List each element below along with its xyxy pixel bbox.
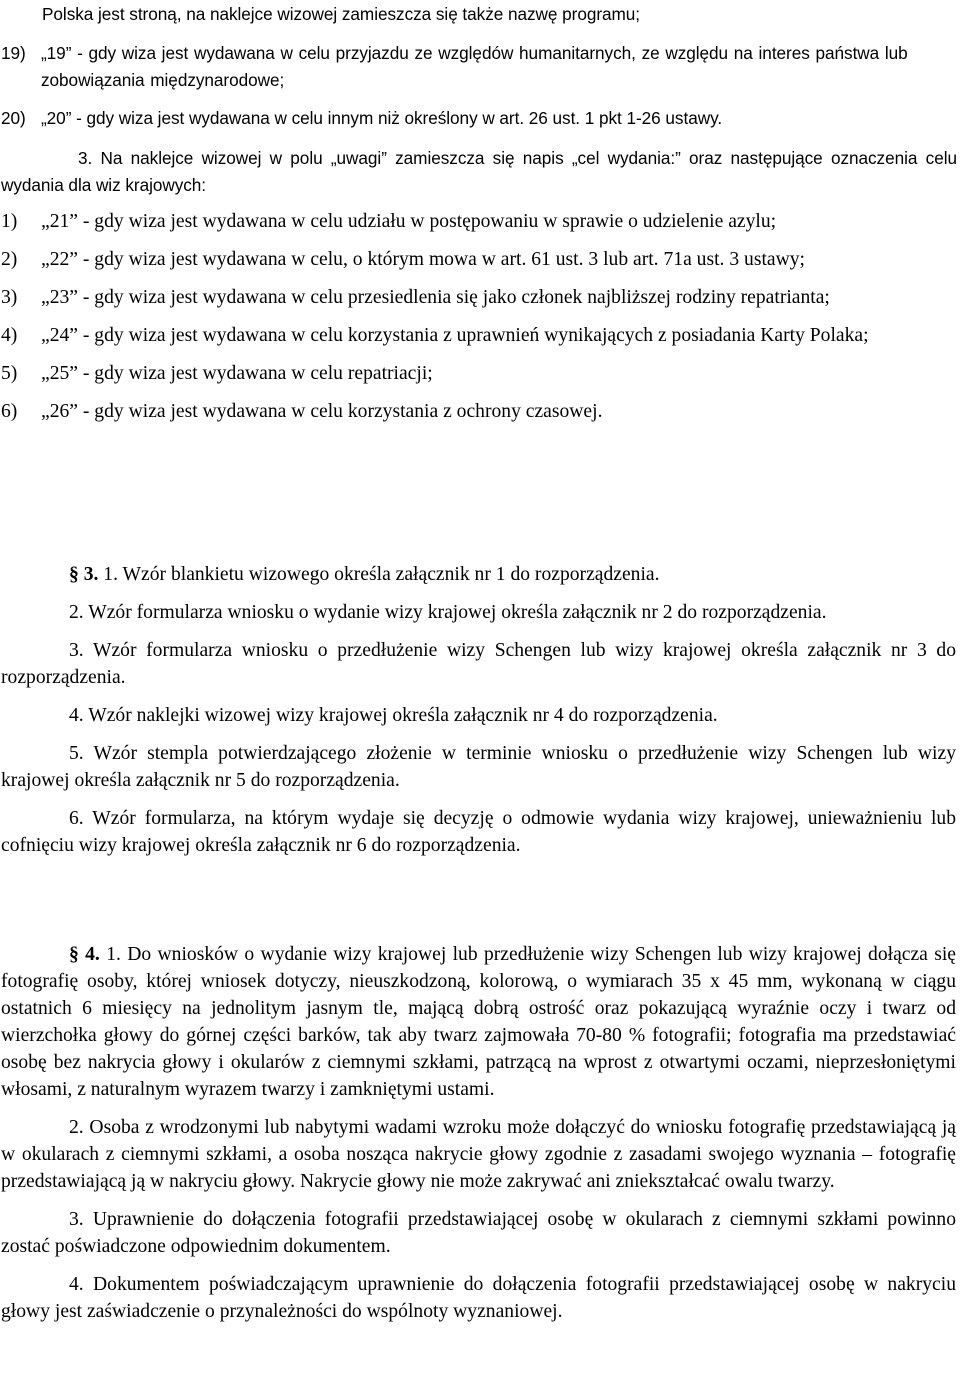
visa-purpose-list (1, 208, 956, 425)
list-number: 1) (1, 211, 18, 232)
list-number: 4) (1, 325, 18, 346)
list-number: 19) (1, 43, 26, 63)
list-item (1, 284, 956, 311)
section-3 (1, 561, 956, 859)
list-text: „26” - gdy wiza jest wydawana w celu korzystania z ochrony czasowej. (41, 401, 603, 422)
list-item (1, 398, 956, 425)
section-3-item: 5. Wzór stempla potwierdzającego złożenie w terminie wniosku o przedłużenie wizy Schengen lub wizy krajowej określa załącznik nr 5 do rozporządzenia. (1, 743, 956, 791)
list-number: 5) (1, 363, 18, 384)
section-4-item (1, 941, 956, 1103)
list-text: „21” - gdy wiza jest wydawana w celu udziału w postępowaniu w sprawie o udzielenie azylu; (41, 211, 777, 232)
list-item (1, 360, 956, 387)
section-number: § 4. (69, 944, 100, 965)
list-text: „24” - gdy wiza jest wydawana w celu korzystania z uprawnień wynikających z posiadania Karty Polaka; (41, 325, 869, 346)
section-3-item: 3. Wzór formularza wniosku o przedłużenie wizy Schengen lub wizy krajowej określa załącznik nr 3 do rozporządzenia. (1, 640, 956, 688)
list-text: „20” - gdy wiza jest wydawana w celu innym niż określony w art. 26 ust. 1 pkt 1-26 ustawy. (41, 108, 723, 128)
section-3-item (1, 561, 956, 588)
paragraph-3: 3. Na naklejce wizowej w polu „uwagi” zamieszcza się napis „cel wydania:” oraz następujące oznaczenia celu wydania dla wiz krajowych: (1, 148, 957, 195)
list-text: „23” - gdy wiza jest wydawana w celu przesiedlenia się jako członek najbliższej rodziny repatrianta; (41, 287, 830, 308)
list-text: „19” - gdy wiza jest wydawana w celu przyjazdu ze względów humanitarnych, ze względu na interes państwa lub zobowiązania międzynarodowe; (41, 43, 908, 90)
list-number: 2) (1, 249, 18, 270)
intro-line: Polska jest stroną, na naklejce wizowej zamieszcza się także nazwę programu; (42, 4, 641, 24)
section-4-item: 4. Dokumentem poświadczającym uprawnienie do dołączenia fotografii przedstawiającej osobę w nakryciu głowy jest zaświadczenie o przynależności do wspólnoty wyznaniowej. (1, 1274, 956, 1322)
list-number: 20) (1, 108, 26, 128)
list-text: „22” - gdy wiza jest wydawana w celu, o którym mowa w art. 61 ust. 3 lub art. 71a ust. 3 ustawy; (41, 249, 805, 270)
section-4-item: 3. Uprawnienie do dołączenia fotografii przedstawiającej osobę w okularach z ciemnymi szkłami powinno zostać poświadczone odpowiednim dokumentem. (1, 1209, 956, 1257)
section-text: 1. Wzór blankietu wizowego określa załącznik nr 1 do rozporządzenia. (103, 564, 660, 585)
list-item (1, 208, 956, 235)
section-3-item: 4. Wzór naklejki wizowej wizy krajowej określa załącznik nr 4 do rozporządzenia. (69, 705, 718, 726)
list-item-19 (1, 40, 957, 94)
section-4 (1, 941, 956, 1325)
section-4-item: 2. Osoba z wrodzonymi lub nabytymi wadami wzroku może dołączyć do wniosku fotografię przedstawiającą ją w okularach z ciemnymi szkłami, a osoba nosząca nakrycie głowy zgodnie z zasadami swojego wyznania – fotografię przedstawiającą ją w nakryciu głowy. Nakrycie głowy nie może zakrywać ani zniekształcać owalu twarzy. (1, 1117, 956, 1192)
section-text: 1. Do wniosków o wydanie wizy krajowej lub przedłużenie wizy Schengen lub wizy krajowej dołącza się fotografię osoby, której wniosek dotyczy, nieuszkodzoną, kolorową, o wymiarach 35 x 45 mm, wykonaną w ciągu ostatnich 6 miesięcy na jednolitym jasnym tle, mającą dobrą ostrość oraz pokazującą wyraźnie oczy i twarz od wierzchołka głowy do górnej części barków, tak aby twarz zajmowała 70-80 % fotografii; fotografia ma przedstawiać osobę bez nakrycia głowy i okularów z ciemnymi szkłami, patrzącą na wprost z otwartymi oczami, nieprzesłoniętymi włosami, z naturalnym wyrazem twarzy i zamkniętymi ustami. (1, 944, 956, 1100)
section-3-item: 2. Wzór formularza wniosku o wydanie wizy krajowej określa załącznik nr 2 do rozporządzenia. (69, 602, 827, 623)
list-number: 6) (1, 401, 18, 422)
list-text: „25” - gdy wiza jest wydawana w celu repatriacji; (41, 363, 433, 384)
list-number: 3) (1, 287, 18, 308)
section-3-item: 6. Wzór formularza, na którym wydaje się decyzję o odmowie wydania wizy krajowej, unieważnieniu lub cofnięciu wizy krajowej określa załącznik nr 6 do rozporządzenia. (1, 808, 956, 856)
list-item (1, 322, 956, 349)
section-number: § 3. (69, 564, 99, 585)
list-item-20 (1, 105, 957, 132)
list-item (1, 246, 956, 273)
